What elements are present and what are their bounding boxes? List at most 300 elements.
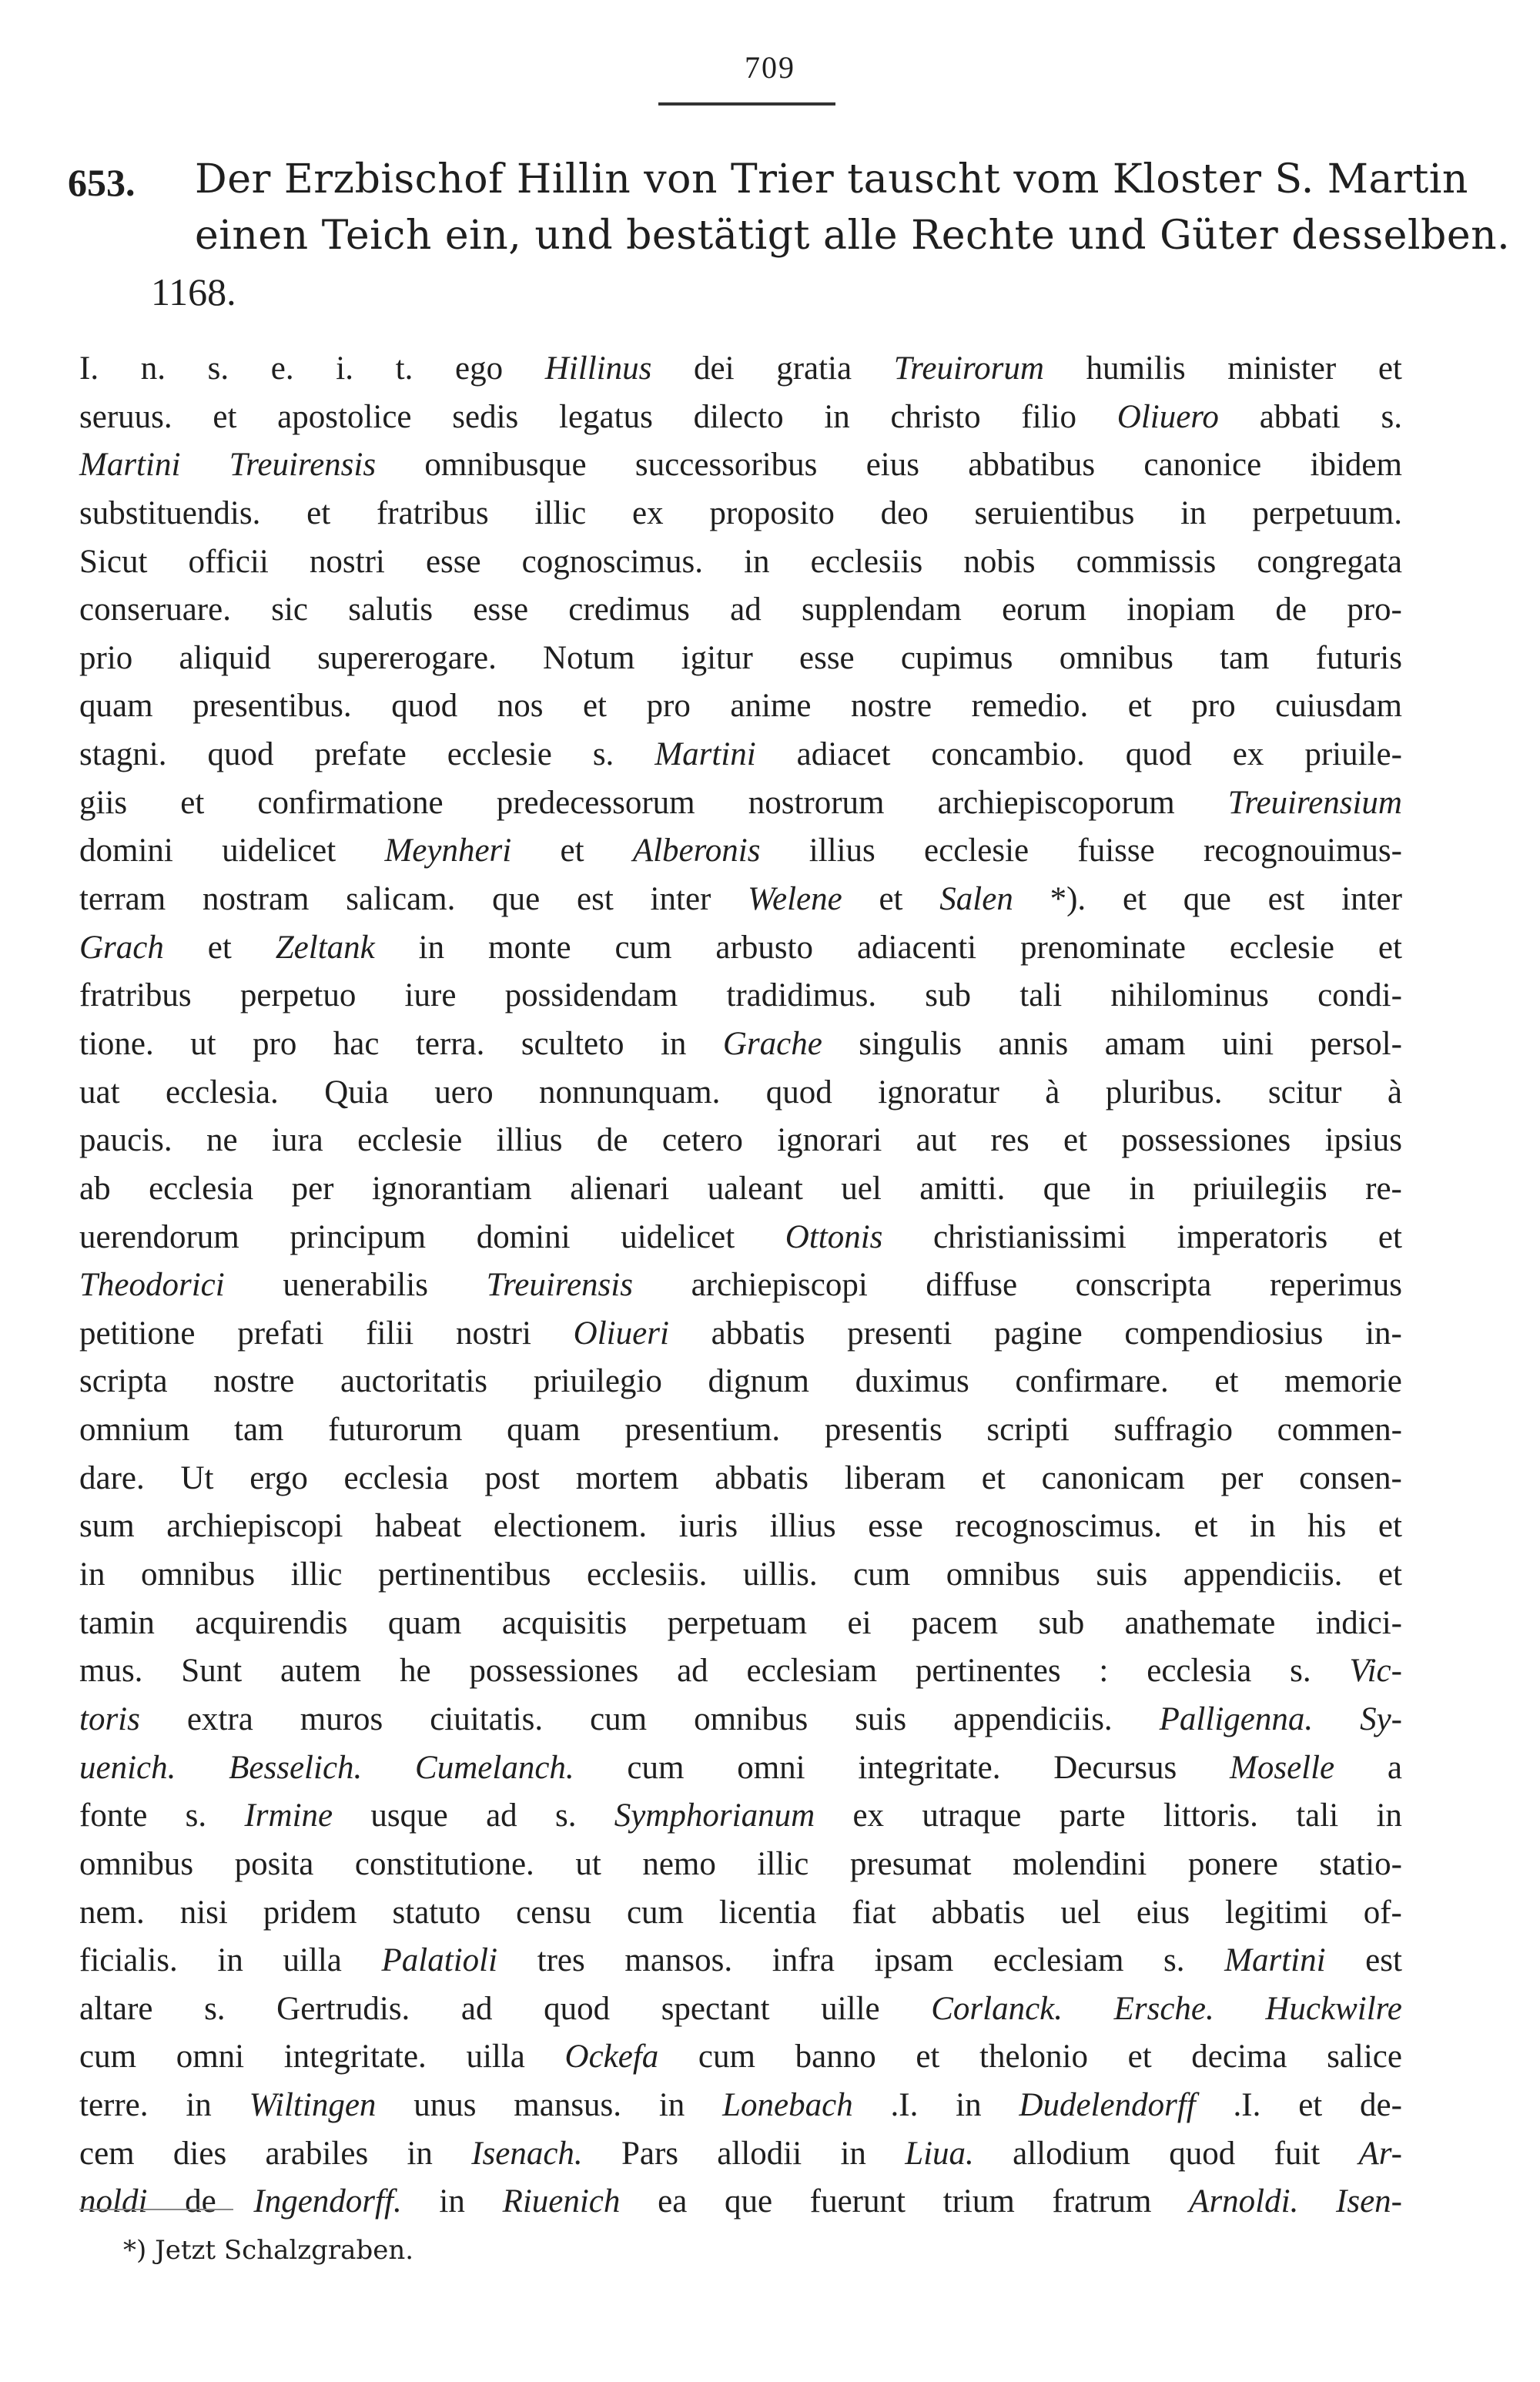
italic-word: noldi xyxy=(79,2183,148,2220)
word: archiepiscopi xyxy=(691,1267,868,1304)
word: esse xyxy=(868,1508,923,1545)
page-number: 709 xyxy=(745,50,795,85)
text-line xyxy=(79,345,1402,394)
word: minister xyxy=(1227,350,1337,387)
word: sculteto xyxy=(521,1025,624,1062)
italic-word: Riuenich xyxy=(502,2183,621,2220)
word: anathemate xyxy=(1124,1604,1276,1641)
word: nostri xyxy=(309,543,385,580)
italic-word: Martini xyxy=(654,736,756,773)
word: salice xyxy=(1327,2039,1402,2075)
word: in xyxy=(660,1025,687,1062)
text-line xyxy=(79,1165,1402,1214)
word: appendiciis. xyxy=(1183,1556,1343,1593)
word: de xyxy=(185,2183,216,2220)
word: fratrum xyxy=(1052,2183,1152,2220)
word: salutis xyxy=(348,591,434,628)
word: scripti xyxy=(986,1412,1070,1449)
text-line xyxy=(79,490,1402,538)
italic-word: Palligenna. xyxy=(1159,1700,1314,1737)
word: substituendis. xyxy=(79,494,261,531)
word: ex xyxy=(632,494,664,531)
word: presumat xyxy=(849,1845,972,1882)
italic-word: Wiltingen xyxy=(249,2087,377,2124)
word: banno xyxy=(795,2039,876,2075)
word: illic xyxy=(534,494,587,531)
word: ut xyxy=(190,1025,216,1062)
word: ecclesiam xyxy=(746,1653,878,1690)
italic-word: Oliuero xyxy=(1116,398,1219,435)
word: omni xyxy=(737,1749,805,1786)
italic-word: Ingendorff. xyxy=(253,2183,402,2220)
word: iura xyxy=(271,1122,323,1159)
word: electionem. xyxy=(493,1508,648,1545)
italic-word: Arnoldi. xyxy=(1189,2183,1299,2220)
word: esse xyxy=(473,591,529,628)
word: deo xyxy=(880,494,929,531)
word: persol- xyxy=(1310,1025,1402,1062)
word: thelonio xyxy=(979,2039,1088,2075)
word: posita xyxy=(234,1845,314,1882)
word: tamin xyxy=(79,1604,155,1641)
word: quam xyxy=(507,1412,581,1449)
word: ecclesia xyxy=(149,1170,254,1207)
word: et xyxy=(1127,688,1152,725)
text-line xyxy=(79,538,1402,587)
italic-word: Symphorianum xyxy=(614,1797,815,1834)
word: dies xyxy=(172,2135,227,2172)
word: a xyxy=(1387,1749,1402,1786)
word: et xyxy=(207,929,232,966)
word: pertinentibus xyxy=(377,1556,551,1593)
word: s. xyxy=(592,736,614,773)
word: et xyxy=(1063,1122,1088,1159)
word: igitur xyxy=(681,639,753,676)
word: de xyxy=(1275,591,1307,628)
word: omnibusque xyxy=(424,447,587,484)
word: autem xyxy=(280,1653,362,1690)
word: muros xyxy=(300,1700,383,1737)
word: indici- xyxy=(1315,1604,1402,1641)
word: domini xyxy=(476,1218,571,1255)
word: omnibus xyxy=(79,1845,194,1882)
word: legatus xyxy=(559,398,653,435)
text-line xyxy=(79,2033,1402,2082)
word: auctoritatis xyxy=(340,1363,488,1400)
word: suffragio xyxy=(1113,1412,1233,1449)
italic-word: Treuirorum xyxy=(893,350,1044,387)
document-year: 1168. xyxy=(151,270,236,313)
word: nostrorum xyxy=(748,784,885,821)
word: spectant xyxy=(661,1990,770,2027)
word: ut xyxy=(575,1845,601,1882)
word: ne xyxy=(206,1122,238,1159)
word: sub xyxy=(1038,1604,1085,1641)
word: eorum xyxy=(1002,591,1086,628)
italic-word: Palatioli xyxy=(381,1942,498,1979)
text-line xyxy=(79,1841,1402,1889)
word: extra xyxy=(186,1700,253,1737)
word: scitur xyxy=(1267,1074,1342,1111)
word: apostolice xyxy=(277,398,412,435)
italic-word: Alberonis xyxy=(632,833,761,869)
word: ecclesie xyxy=(357,1122,463,1159)
word: archiepiscopi xyxy=(166,1508,343,1545)
word: uerendorum xyxy=(79,1218,239,1255)
text-line xyxy=(79,1069,1402,1117)
word: que xyxy=(1183,881,1231,918)
word: successoribus xyxy=(634,447,818,484)
text-line xyxy=(79,1600,1402,1648)
italic-word: Treuirensis xyxy=(229,447,377,484)
word: commissis xyxy=(1076,543,1217,580)
italic-word: Ottonis xyxy=(785,1218,883,1255)
italic-word: Cumelanch. xyxy=(415,1749,574,1786)
word: ipsam xyxy=(874,1942,954,1979)
text-line xyxy=(79,635,1402,683)
word: supererogare. xyxy=(317,639,497,676)
word: tione. xyxy=(79,1025,154,1062)
word: principum xyxy=(290,1218,427,1255)
word: t. xyxy=(395,350,413,387)
word: nostre xyxy=(213,1363,295,1400)
word: suis xyxy=(855,1700,907,1737)
word: gratia xyxy=(776,350,852,387)
word: priuile- xyxy=(1304,736,1402,773)
word: et xyxy=(1378,1508,1402,1545)
word: ecclesiam xyxy=(993,1942,1124,1979)
word: fuerunt xyxy=(809,2183,906,2220)
word: uidelicet xyxy=(222,833,336,869)
text-line xyxy=(79,1696,1402,1744)
word: et xyxy=(916,2039,940,2075)
word: uillis. xyxy=(742,1556,818,1593)
word: uel xyxy=(1060,1894,1101,1931)
text-line xyxy=(79,972,1402,1020)
word: ignoratur xyxy=(878,1074,999,1111)
word: ad xyxy=(730,591,762,628)
word: ad xyxy=(486,1797,517,1834)
word: ecclesiis xyxy=(810,543,923,580)
word: infra xyxy=(772,1942,835,1979)
text-line xyxy=(79,1647,1402,1696)
heading-line-2: einen Teich ein, und bestätigt alle Rechte und Güter desselben. xyxy=(195,213,1511,259)
italic-word: Martini xyxy=(1224,1942,1326,1979)
word: littoris. xyxy=(1163,1797,1258,1834)
word: presentis xyxy=(824,1412,942,1449)
heading-line-1: Der Erzbischof Hillin von Trier tauscht vom Kloster S. Martin xyxy=(195,156,1468,203)
word: iuris xyxy=(678,1508,738,1545)
word: in xyxy=(658,2087,685,2124)
word: condi- xyxy=(1317,977,1402,1014)
word: scripta xyxy=(79,1363,168,1400)
word: christianissimi xyxy=(933,1218,1127,1255)
word: tres xyxy=(537,1942,585,1979)
word: omnibus xyxy=(946,1556,1060,1593)
word: Sunt xyxy=(181,1653,243,1690)
word: pluribus. xyxy=(1105,1074,1223,1111)
word: utraque xyxy=(922,1797,1022,1834)
word: et xyxy=(180,784,205,821)
text-line xyxy=(79,1551,1402,1600)
word: Quia xyxy=(324,1074,389,1111)
word: in xyxy=(1250,1508,1276,1545)
word: et xyxy=(1127,2039,1152,2075)
word: s. xyxy=(1290,1653,1311,1690)
word: parte xyxy=(1059,1797,1126,1834)
word: seruus. xyxy=(79,398,172,435)
word: in xyxy=(439,2183,465,2220)
italic-word: Lonebach xyxy=(722,2087,853,2124)
word: ualeant xyxy=(707,1170,803,1207)
word: annis xyxy=(998,1025,1069,1062)
word: pro xyxy=(646,688,691,725)
word: mansos. xyxy=(624,1942,733,1979)
text-line xyxy=(79,2082,1402,2130)
word: commen- xyxy=(1277,1412,1402,1449)
word: omnium xyxy=(79,1412,190,1449)
text-line xyxy=(79,1358,1402,1406)
word: uini xyxy=(1222,1025,1274,1062)
word: cum xyxy=(626,1894,684,1931)
word: et xyxy=(879,881,903,918)
word: perpetuum. xyxy=(1252,494,1402,531)
word: ecclesie xyxy=(924,833,1029,869)
word: prenominate xyxy=(1020,929,1186,966)
text-line xyxy=(79,876,1402,924)
italic-word: Oliueri xyxy=(573,1315,669,1352)
word: uenerabilis xyxy=(283,1267,428,1304)
word: tam xyxy=(234,1412,284,1449)
word: usque xyxy=(370,1797,448,1834)
italic-word: Corlanck. xyxy=(931,1990,1063,2027)
word: iure xyxy=(404,977,457,1014)
word: presentibus. xyxy=(192,688,352,725)
text-line xyxy=(79,2178,1402,2226)
text-line xyxy=(79,827,1402,876)
text-line xyxy=(79,779,1402,828)
word: reperimus xyxy=(1269,1267,1402,1304)
text-line xyxy=(79,394,1402,442)
word: conscripta xyxy=(1075,1267,1212,1304)
word: tradidimus. xyxy=(726,977,877,1014)
word: stagni. xyxy=(79,736,167,773)
word: nisi xyxy=(179,1894,228,1931)
word: fonte xyxy=(79,1797,148,1834)
word: remedio. xyxy=(971,688,1089,725)
word: que xyxy=(492,881,541,918)
word: fuit xyxy=(1274,2135,1321,2172)
word: e. xyxy=(270,350,294,387)
word: de- xyxy=(1360,2087,1402,2124)
word: adiacet xyxy=(796,736,891,773)
word: dilecto xyxy=(693,398,784,435)
word: re- xyxy=(1365,1170,1402,1207)
word: et xyxy=(1194,1508,1218,1545)
word: supplendam xyxy=(802,591,962,628)
italic-word: Ockefa xyxy=(564,2039,659,2075)
text-line xyxy=(79,731,1402,779)
word: aut xyxy=(916,1122,957,1159)
word: ergo xyxy=(249,1459,308,1496)
italic-word: Theodorici xyxy=(79,1267,225,1304)
word: in xyxy=(744,543,770,580)
word: I. xyxy=(79,350,99,387)
italic-word: toris xyxy=(79,1700,140,1737)
word: perpetuo xyxy=(239,977,357,1014)
text-line xyxy=(79,1214,1402,1262)
word: illic xyxy=(757,1845,809,1882)
word: ipsius xyxy=(1324,1122,1402,1159)
text-line xyxy=(79,1503,1402,1551)
word: terram xyxy=(79,881,166,918)
word: ignorari xyxy=(777,1122,882,1159)
word: in xyxy=(217,1942,243,1979)
word: ecclesiis. xyxy=(586,1556,708,1593)
italic-word: Sy- xyxy=(1360,1700,1402,1737)
word: humilis xyxy=(1086,350,1186,387)
text-line xyxy=(79,1261,1402,1310)
text-line xyxy=(79,682,1402,731)
word: ecclesia xyxy=(1147,1653,1252,1690)
word: habeat xyxy=(375,1508,462,1545)
body-text xyxy=(79,345,1402,2226)
text-line xyxy=(79,441,1402,490)
italic-word: Vic- xyxy=(1349,1653,1402,1690)
word: allodium xyxy=(1013,2135,1130,2172)
word: canonice xyxy=(1143,447,1262,484)
word: his xyxy=(1307,1508,1347,1545)
word: sedis xyxy=(452,398,519,435)
word: salicam. xyxy=(346,881,456,918)
word: .I. xyxy=(1233,2087,1261,2124)
italic-word: uenich. xyxy=(79,1749,176,1786)
word: concambio. xyxy=(931,736,1085,773)
word: allodii xyxy=(717,2135,802,2172)
word: in xyxy=(186,2087,212,2124)
word: integritate. xyxy=(283,2039,427,2075)
word: esse xyxy=(425,543,481,580)
word: ex xyxy=(852,1797,885,1834)
word: christo xyxy=(890,398,981,435)
word: abbatibus xyxy=(968,447,1096,484)
italic-word: Grache xyxy=(722,1025,822,1062)
word: que xyxy=(724,2183,773,2220)
word: constitutione. xyxy=(354,1845,534,1882)
word: statio- xyxy=(1319,1845,1402,1882)
word: Ut xyxy=(180,1459,214,1496)
word: altare xyxy=(79,1990,153,2027)
text-line xyxy=(79,1455,1402,1503)
word: sub xyxy=(925,977,972,1014)
word: domini xyxy=(79,833,173,869)
word: pridem xyxy=(263,1894,357,1931)
word: hac xyxy=(333,1025,380,1062)
word: illic xyxy=(290,1556,343,1593)
word: abbati xyxy=(1259,398,1341,435)
word: diffuse xyxy=(926,1267,1018,1304)
word: priuilegiis xyxy=(1193,1170,1327,1207)
italic-word: Ar- xyxy=(1358,2135,1402,2172)
word: omnibus xyxy=(1059,639,1173,676)
italic-word: Irmine xyxy=(244,1797,333,1834)
word: inter xyxy=(650,881,711,918)
word: priuilegio xyxy=(533,1363,662,1400)
word: sum xyxy=(79,1508,135,1545)
word: nobis xyxy=(963,543,1036,580)
word: paucis. xyxy=(79,1122,172,1159)
word: presenti xyxy=(847,1315,952,1352)
word: nostri xyxy=(455,1315,531,1352)
word: s. xyxy=(207,350,229,387)
word: Notum xyxy=(543,639,635,676)
word: congregata xyxy=(1257,543,1402,580)
word: duximus xyxy=(855,1363,969,1400)
word: liberam xyxy=(844,1459,946,1496)
word: et xyxy=(560,833,584,869)
word: s. xyxy=(185,1797,207,1834)
word: in xyxy=(418,929,445,966)
word: cem xyxy=(79,2135,135,2172)
word: prefati xyxy=(237,1315,324,1352)
word: ignorantiam xyxy=(371,1170,532,1207)
text-line xyxy=(79,586,1402,635)
italic-word: Grach xyxy=(79,929,164,966)
word: et xyxy=(981,1459,1006,1496)
word: ex xyxy=(1232,736,1264,773)
word: in xyxy=(824,398,850,435)
word: i. xyxy=(336,350,353,387)
word: uilla xyxy=(283,1942,342,1979)
text-line xyxy=(79,1310,1402,1359)
word: memorie xyxy=(1284,1363,1402,1400)
word: officii xyxy=(188,543,269,580)
footnote: *) Jetzt Schalzgraben. xyxy=(123,2235,414,2266)
word: et xyxy=(213,398,237,435)
word: et xyxy=(582,688,607,725)
word: imperatoris xyxy=(1177,1218,1328,1255)
word: n. xyxy=(140,350,166,387)
italic-word: Dudelendorff xyxy=(1019,2087,1196,2124)
word: est xyxy=(577,881,614,918)
word: uille xyxy=(821,1990,880,2027)
word: filio xyxy=(1021,398,1077,435)
word: *). xyxy=(1050,881,1086,918)
word: et xyxy=(1378,350,1402,387)
word: credimus xyxy=(568,591,690,628)
word: inopiam xyxy=(1127,591,1236,628)
word: omnibus xyxy=(140,1556,256,1593)
word: abbatis xyxy=(931,1894,1026,1931)
word: in xyxy=(407,2135,433,2172)
text-line xyxy=(79,1985,1402,2034)
word: ego xyxy=(455,350,504,387)
word: statuto xyxy=(392,1894,481,1931)
word: licentia xyxy=(718,1894,817,1931)
word: mus. xyxy=(79,1653,143,1690)
italic-word: Moselle xyxy=(1230,1749,1335,1786)
word: quod xyxy=(544,1990,611,2027)
word: cognoscimus. xyxy=(521,543,703,580)
word: appendiciis. xyxy=(953,1700,1113,1737)
word: conseruare. xyxy=(79,591,231,628)
word: trium xyxy=(942,2183,1015,2220)
word: recognouimus- xyxy=(1204,833,1402,869)
word: et xyxy=(306,494,331,531)
italic-word: Isenach. xyxy=(471,2135,583,2172)
word: anime xyxy=(730,688,812,725)
italic-word: Martini xyxy=(79,447,181,484)
